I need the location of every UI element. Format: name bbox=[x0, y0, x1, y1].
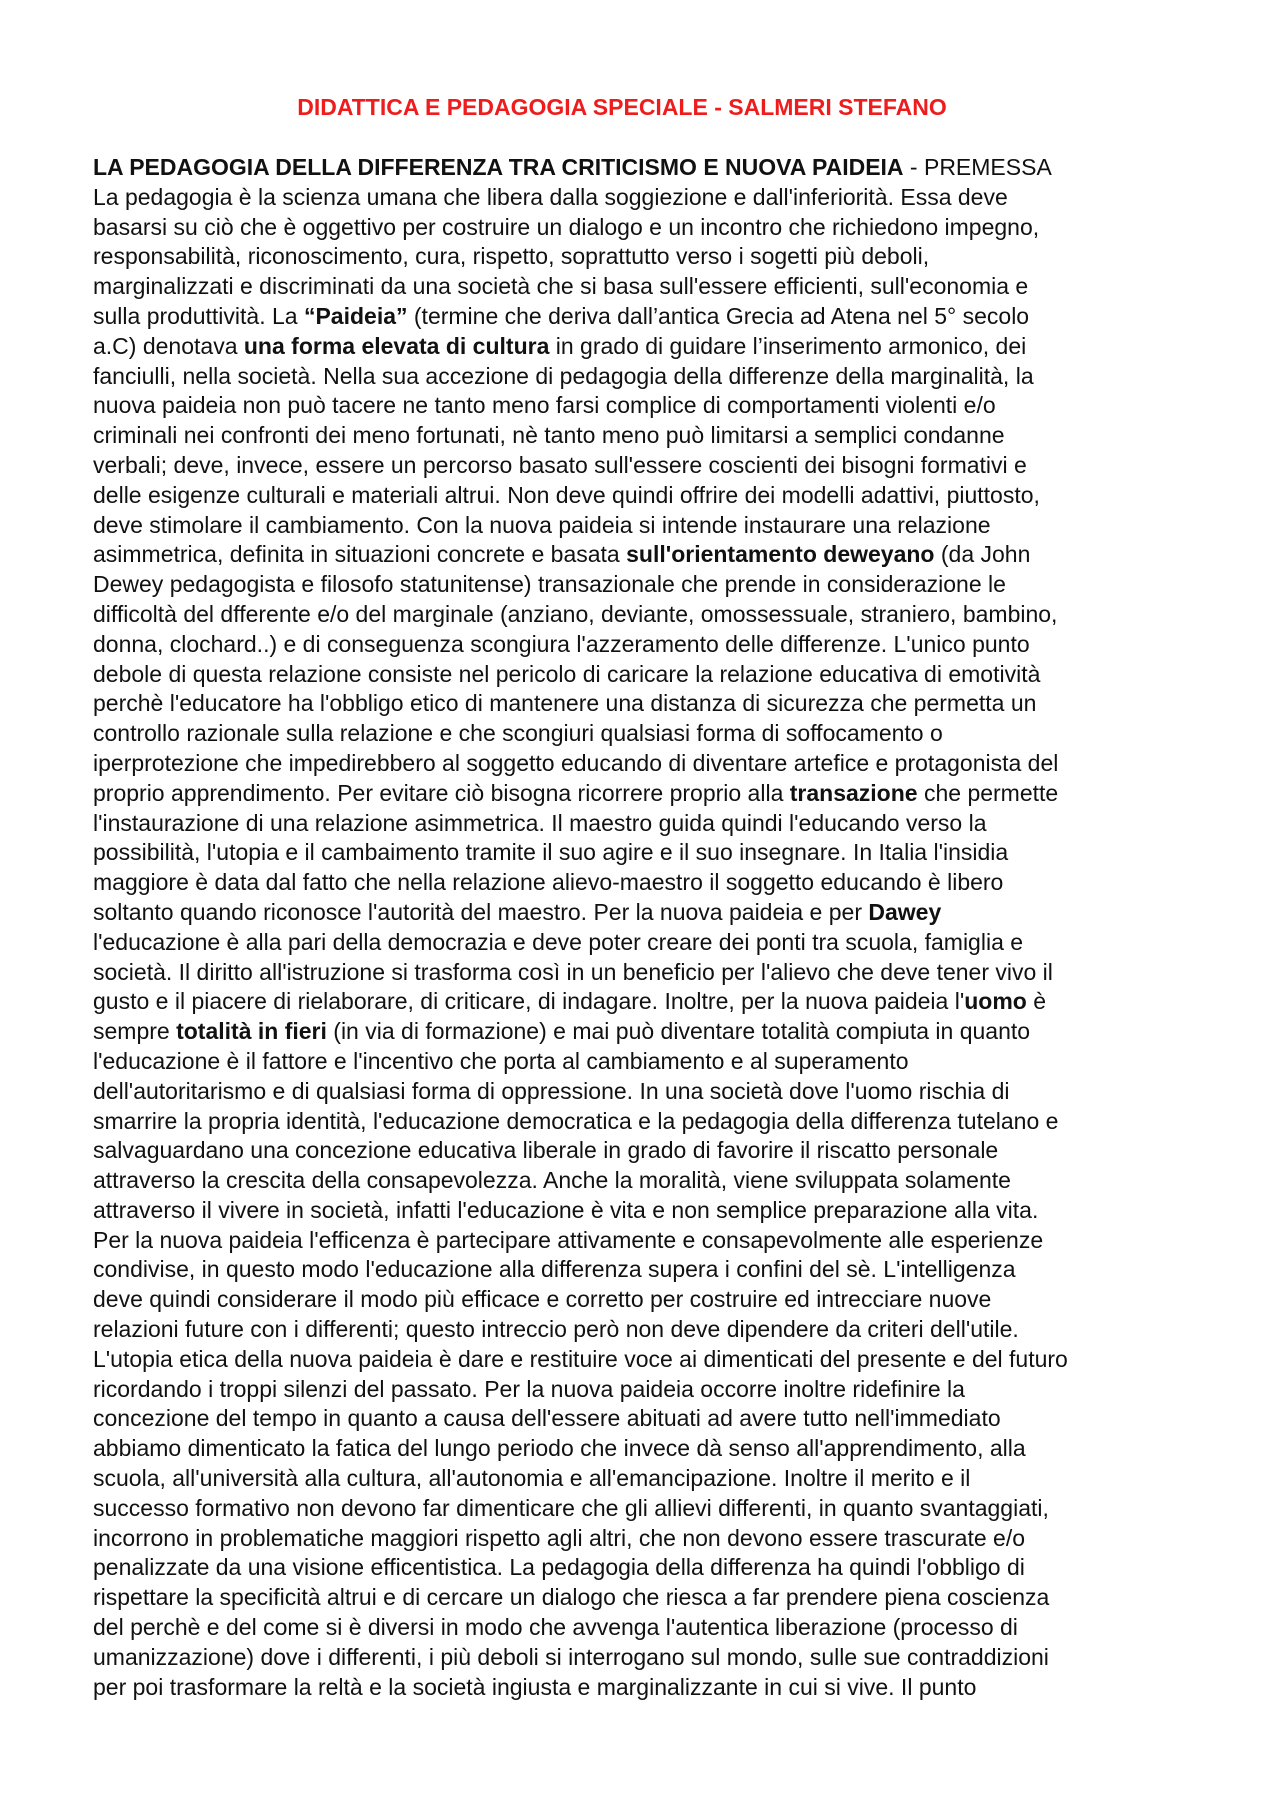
text-run: l'educazione è il fattore e l'incentivo che porta al cambiamento e al superamento bbox=[93, 1047, 909, 1074]
text-run: scuola, all'università alla cultura, all'autonomia e all'emancipazione. Inoltre il merito e il bbox=[93, 1465, 971, 1492]
text-run: abbiamo dimenticato la fatica del lungo periodo che invece dà senso all'apprendimento, alla bbox=[93, 1435, 1026, 1462]
text-run: che permette bbox=[917, 779, 1059, 806]
text-line bbox=[93, 1047, 1203, 1077]
text-run: del perchè e del come si è diversi in modo che avvenga l'autentica liberazione (processo di bbox=[93, 1614, 1018, 1641]
text-run: concezione del tempo in quanto a causa dell'essere abituati ad avere tutto nell'immediato bbox=[93, 1405, 1001, 1432]
text-run: penalizzate da una visione efficentistica. La pedagogia della differenza ha quindi l'obbligo di bbox=[93, 1554, 1025, 1581]
bold-text: totalità in fieri bbox=[176, 1018, 327, 1045]
text-line bbox=[93, 540, 1203, 570]
text-line bbox=[93, 481, 1203, 511]
text-line bbox=[93, 630, 1203, 660]
text-run: possibilità, l'utopia e il cambaimento tramite il suo agire e il suo insegnare. In Italia l'insidia bbox=[93, 839, 1009, 866]
text-run: responsabilità, riconoscimento, cura, rispetto, soprattutto verso i sogetti più deboli, bbox=[93, 243, 930, 270]
text-run: a.C) denotava bbox=[93, 332, 244, 359]
text-line bbox=[93, 213, 1203, 243]
text-run: successo formativo non devono far dimenticare che gli allievi differenti, in quanto svantaggiati, bbox=[93, 1494, 1049, 1521]
text-line bbox=[93, 1255, 1203, 1285]
text-run: La pedagogia è la scienza umana che libera dalla soggiezione e dall'inferiorità. Essa deve bbox=[93, 183, 1008, 210]
text-run: criminali nei confronti dei meno fortunati, nè tanto meno può limitarsi a semplici condanne bbox=[93, 422, 1005, 449]
text-line bbox=[93, 719, 1203, 749]
text-line bbox=[93, 362, 1203, 392]
text-run: nuova paideia non può tacere ne tanto meno farsi complice di comportamenti violenti e/o bbox=[93, 392, 996, 419]
bold-text: una forma elevata di cultura bbox=[243, 332, 550, 359]
text-line bbox=[93, 1643, 1203, 1673]
text-line bbox=[93, 1494, 1203, 1524]
text-run: deve stimolare il cambiamento. Con la nuova paideia si intende instaurare una relazione bbox=[93, 511, 991, 538]
text-line bbox=[93, 1315, 1203, 1345]
text-run: (termine che deriva dall’antica Grecia ad Atena nel 5° secolo bbox=[407, 302, 1030, 329]
text-line bbox=[93, 421, 1203, 451]
text-run: l'educazione è alla pari della democrazia e deve poter creare dei ponti tra scuola, famiglia e bbox=[93, 928, 1024, 955]
bold-text: Dawey bbox=[868, 898, 942, 925]
bold-text: “Paideia” bbox=[303, 302, 408, 329]
text-line bbox=[93, 1434, 1203, 1464]
text-line bbox=[93, 1464, 1203, 1494]
bold-text: sull'orientamento deweyano bbox=[626, 541, 935, 568]
text-line bbox=[93, 570, 1203, 600]
text-run: relazioni future con i differenti; questo intreccio però non deve dipendere da criteri dell'utile. bbox=[93, 1316, 1019, 1343]
text-line bbox=[93, 1583, 1203, 1613]
text-run: attraverso il vivere in società, infatti l'educazione è vita e non semplice preparazione alla vita. bbox=[93, 1196, 1039, 1223]
text-line bbox=[93, 1613, 1203, 1643]
text-line bbox=[93, 1226, 1203, 1256]
text-run: delle esigenze culturali e materiali altrui. Non deve quindi offrire dei modelli adattivi, piuttosto, bbox=[93, 481, 1040, 508]
text-run: donna, clochard..) e di conseguenza scongiura l'azzeramento delle differenze. L'unico punto bbox=[93, 630, 1030, 657]
text-run: incorrono in problematiche maggiori rispetto agli altri, che non devono essere trascurate e/o bbox=[93, 1524, 1026, 1551]
text-line bbox=[93, 1673, 1203, 1703]
text-run: Per la nuova paideia l'efficenza è partecipare attivamente e consapevolmente alle esperienze bbox=[93, 1226, 1044, 1253]
text-line bbox=[93, 779, 1203, 809]
text-run: sulla produttività. La bbox=[93, 302, 304, 329]
text-line bbox=[93, 1017, 1203, 1047]
text-line bbox=[93, 1404, 1203, 1434]
text-run: debole di questa relazione consiste nel pericolo di caricare la relazione educativa di emotività bbox=[93, 660, 1041, 687]
text-line bbox=[93, 242, 1203, 272]
text-run: umanizzazione) dove i differenti, i più deboli si interrogano sul mondo, sulle sue contraddizioni bbox=[93, 1643, 1049, 1670]
text-line bbox=[93, 1107, 1203, 1137]
text-run: società. Il diritto all'istruzione si trasforma così in un beneficio per l'alievo che deve tener vivo il bbox=[93, 958, 1053, 985]
document-body bbox=[93, 153, 1203, 1702]
text-line bbox=[93, 1553, 1203, 1583]
text-run: per poi trasformare la reltà e la società ingiusta e marginalizzante in cui si vive. Il punto bbox=[93, 1673, 977, 1700]
text-line bbox=[93, 451, 1203, 481]
text-line bbox=[93, 1524, 1203, 1554]
text-line bbox=[93, 660, 1203, 690]
bold-text: uomo bbox=[964, 988, 1027, 1015]
text-line bbox=[93, 1345, 1203, 1375]
text-line bbox=[93, 1136, 1203, 1166]
text-run: verbali; deve, invece, essere un percorso basato sull'essere coscienti dei bisogni formativi e bbox=[93, 451, 1027, 478]
text-line bbox=[93, 1285, 1203, 1315]
text-run: proprio apprendimento. Per evitare ciò bisogna ricorrere proprio alla bbox=[93, 779, 790, 806]
text-line bbox=[93, 838, 1203, 868]
text-run: rispettare la specificità altrui e di cercare un dialogo che riesca a far prendere piena coscienza bbox=[93, 1584, 1050, 1611]
text-run: marginalizzati e discriminati da una società che si basa sull'essere efficienti, sull'economia e bbox=[93, 273, 1029, 300]
text-line bbox=[93, 183, 1203, 213]
bold-text: transazione bbox=[789, 779, 918, 806]
text-line bbox=[93, 987, 1203, 1017]
text-line bbox=[93, 302, 1203, 332]
text-run: (in via di formazione) e mai può diventare totalità compiuta in quanto bbox=[326, 1018, 1031, 1045]
text-run: perchè l'educatore ha l'obbligo etico di mantenere una distanza di sicurezza che permetta un bbox=[93, 690, 1037, 717]
heading-suffix: - PREMESSA bbox=[903, 154, 1052, 180]
text-run: è bbox=[1026, 988, 1047, 1015]
text-run: maggiore è data dal fatto che nella relazione alievo-maestro il soggetto educando è libero bbox=[93, 869, 1004, 896]
text-run: ricordando i troppi silenzi del passato. Per la nuova paideia occorre inoltre ridefinire la bbox=[93, 1375, 965, 1402]
text-line bbox=[93, 1196, 1203, 1226]
text-line bbox=[93, 868, 1203, 898]
text-line bbox=[93, 1077, 1203, 1107]
heading-bold: LA PEDAGOGIA DELLA DIFFERENZA TRA CRITICISMO E NUOVA PAIDEIA bbox=[93, 154, 904, 180]
text-line bbox=[93, 958, 1203, 988]
text-run: Dewey pedagogista e filosofo statunitense) transazionale che prende in considerazione le bbox=[93, 571, 1006, 598]
text-run: in grado di guidare l’inserimento armonico, dei bbox=[549, 332, 1027, 359]
text-line bbox=[93, 511, 1203, 541]
text-run: iperprotezione che impedirebbero al soggetto educando di diventare artefice e protagonista del bbox=[93, 749, 1059, 776]
text-line bbox=[93, 600, 1203, 630]
text-run: smarrire la propria identità, l'educazione democratica e la pedagogia della differenza tutelano e bbox=[93, 1107, 1059, 1134]
text-run: fanciulli, nella società. Nella sua accezione di pedagogia della differenze della marginalità, la bbox=[93, 362, 1034, 389]
text-run: (da John bbox=[934, 541, 1031, 568]
text-line bbox=[93, 1375, 1203, 1405]
text-line bbox=[93, 689, 1203, 719]
text-line bbox=[93, 1166, 1203, 1196]
text-line bbox=[93, 898, 1203, 928]
text-run: attraverso la crescita della consapevolezza. Anche la moralità, viene sviluppata solamente bbox=[93, 1167, 1011, 1194]
text-run: asimmetrica, definita in situazioni concrete e basata bbox=[93, 541, 627, 568]
text-run: salvaguardano una concezione educativa liberale in grado di favorire il riscatto personale bbox=[93, 1137, 999, 1164]
text-run: l'instaurazione di una relazione asimmetrica. Il maestro guida quindi l'educando verso la bbox=[93, 809, 987, 836]
text-run: condivise, in questo modo l'educazione alla differenza supera i confini del sè. L'intelligenza bbox=[93, 1256, 1016, 1283]
document-title: DIDATTICA E PEDAGOGIA SPECIALE - SALMERI STEFANO bbox=[297, 94, 947, 120]
text-run: sempre bbox=[93, 1018, 177, 1045]
text-run: L'utopia etica della nuova paideia è dare e restituire voce ai dimenticati del presente e del futuro bbox=[93, 1345, 1068, 1372]
text-line bbox=[93, 272, 1203, 302]
text-line bbox=[93, 809, 1203, 839]
text-run: difficoltà del dfferente e/o del marginale (anziano, deviante, omossessuale, straniero, bambino, bbox=[93, 600, 1058, 627]
text-run: gusto e il piacere di rielaborare, di criticare, di indagare. Inoltre, per la nuova paideia l' bbox=[93, 988, 965, 1015]
text-line bbox=[93, 391, 1203, 421]
text-line bbox=[93, 332, 1203, 362]
text-run: controllo razionale sulla relazione e che scongiuri qualsiasi forma di soffocamento o bbox=[93, 720, 943, 747]
section-heading bbox=[93, 153, 1203, 183]
text-run: dell'autoritarismo e di qualsiasi forma di oppressione. In una società dove l'uomo rischia di bbox=[93, 1077, 1010, 1104]
text-line bbox=[93, 928, 1203, 958]
text-run: basarsi su ciò che è oggettivo per costruire un dialogo e un incontro che richiedono impegno, bbox=[93, 213, 1040, 240]
text-line bbox=[93, 749, 1203, 779]
text-run: soltanto quando riconosce l'autorità del maestro. Per la nuova paideia e per bbox=[93, 898, 869, 925]
text-run: deve quindi considerare il modo più efficace e corretto per costruire ed intrecciare nuove bbox=[93, 1286, 992, 1313]
